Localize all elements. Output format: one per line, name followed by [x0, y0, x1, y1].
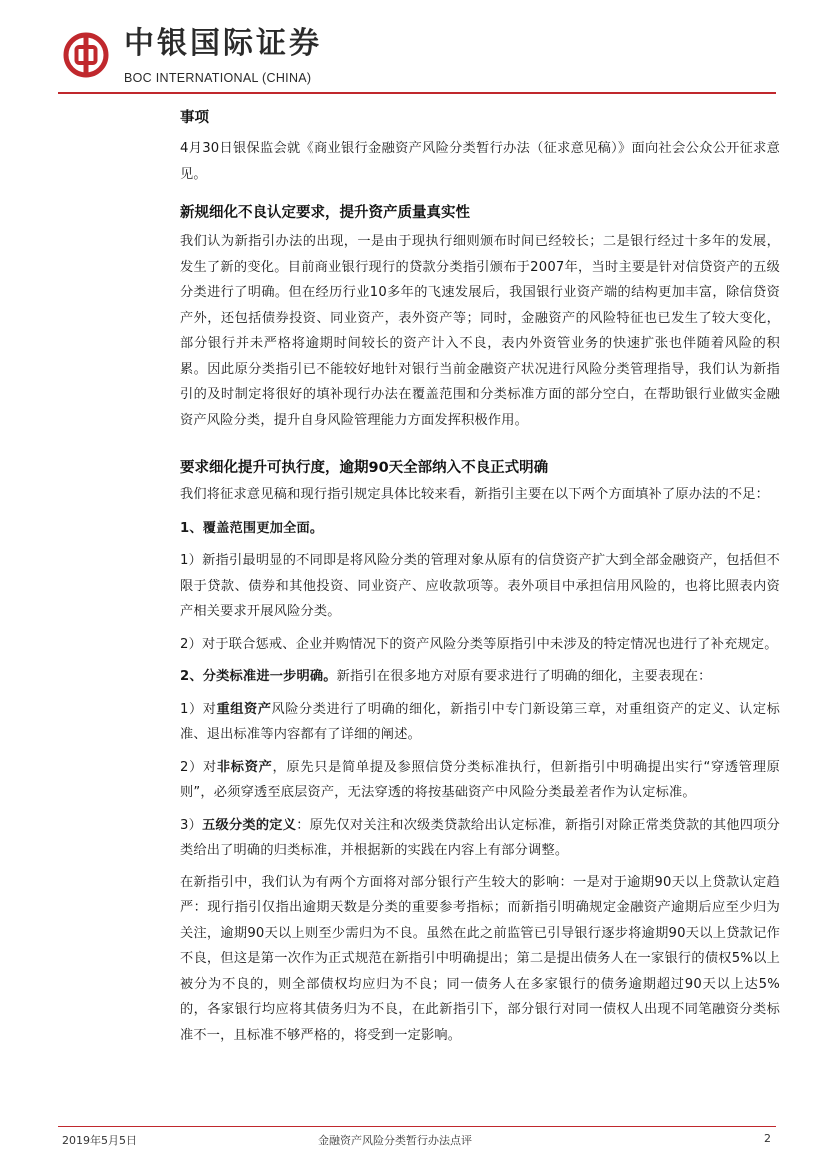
- point-keyword: 五级分类的定义: [202, 817, 297, 833]
- brand-name-cn: 中银国际证券: [124, 26, 322, 61]
- item-1-heading: 1、覆盖范围更加全面。: [180, 520, 324, 536]
- item-1-point-1: 1）新指引最明显的不同即是将风险分类的管理对象从原有的信贷资产扩大到全部金融资产，包括但不限于贷款、债券和其他投资、同业资产、应收款项等。表外项目中承担信用风险的，也将比照表内资产相关要求开展风险分类。: [180, 553, 780, 619]
- event-heading: 事项: [180, 110, 209, 126]
- page-number: 2: [764, 1132, 771, 1145]
- page-header: [0, 0, 827, 100]
- item-2-point-3: [180, 813, 780, 864]
- item-2-paragraph: [180, 664, 780, 690]
- footer-divider: [58, 1126, 776, 1127]
- event-paragraph: 4月30日银保监会就《商业银行金融资产风险分类暂行办法（征求意见稿）》面向社会公众公开征求意见。: [180, 141, 780, 182]
- point-keyword: 非标资产: [216, 759, 273, 775]
- item-2-heading: 2、分类标准进一步明确。: [180, 669, 337, 684]
- footer-date: 2019年5月5日: [62, 1134, 137, 1147]
- point-prefix: 1）对: [180, 701, 217, 717]
- point-prefix: 3）: [180, 817, 203, 833]
- item-2-text: 新指引在很多地方对原有要求进行了明确的细化，主要表现在：: [336, 669, 712, 684]
- point-text: 风险分类进行了明确的细化，新指引中专门新设第三章，对重组资产的定义、认定标准、退出标准等内容都有了详细的阐述。: [180, 701, 780, 742]
- section-1-paragraph: 我们认为新指引办法的出现，一是由于现执行细则颁布时间已经较长；二是银行经过十多年的发展，发生了新的变化。目前商业银行现行的贷款分类指引颁布于2007年，当时主要是针对信贷资产的五级分类进行了明确。但在经历行业10多年的飞速发展后，我国银行业资产端的结构更加丰富，除信贷资产外，还包括债券投资、同业资产，表外资产等；同时，金融资产的风险特征也已发生了较大变化，部分银行并未严格将逾期时间较长的资产计入不良，表内外资管业务的快速扩张也伴随着风险的积累。因此原分类指引已不能较好地针对银行当前金融资产状况进行风险分类管理指导，我们认为新指引的及时制定将很好的填补现行办法在覆盖范围和分类标准方面的部分空白，在帮助银行业做实金融资产风险分类，提升自身风险管理能力方面发挥积极作用。: [180, 234, 780, 428]
- report-body: [180, 108, 780, 1048]
- item-2-point-2: [180, 755, 780, 806]
- point-text: ：原先仅对关注和次级类贷款给出认定标准，新指引对除正常类贷款的其他四项分类给出了明确的归类标准，并根据新的实践在内容上有部分调整。: [180, 817, 780, 858]
- item-2-point-1: [180, 697, 780, 748]
- point-text: ，原先只是简单提及参照信贷分类标准执行，但新指引中明确提出实行“穿透管理原则”，必须穿透至底层资产，无法穿透的将按基础资产中风险分类最差者作为认定标准。: [180, 759, 780, 800]
- bank-of-china-logo-icon: [63, 32, 109, 78]
- section-heading-2: 要求细化提升可执行度，逾期90天全部纳入不良正式明确: [180, 460, 549, 476]
- brand-name-en: BOC INTERNATIONAL (CHINA): [124, 71, 312, 85]
- section-2-intro: 我们将征求意见稿和现行指引规定具体比较来看，新指引主要在以下两个方面填补了原办法的不足：: [180, 487, 770, 502]
- section-heading-1: 新规细化不良认定要求，提升资产质量真实性: [180, 205, 470, 221]
- point-prefix: 2）对: [180, 759, 217, 775]
- impact-paragraph: 在新指引中，我们认为有两个方面将对部分银行产生较大的影响：一是对于逾期90天以上贷款认定趋严：现行指引仅指出逾期天数是分类的重要参考指标；而新指引明确规定金融资产逾期后应至少归为关注，逾期90天以上则至少需归为不良。虽然在此之前监管已引导银行逐步将逾期90天以上贷款记作不良，但这是第一次作为正式规范在新指引中明确提出；第二是提出债务人在一家银行的债权5%以上被分为不良的，则全部债权均应归为不良；同一债务人在多家银行的债务逾期超过90天以上达5%的，各家银行均应将其债务归为不良，在此新指引下，部分银行对同一债权人出现不同笔融资分类标准不一，且标准不够严格的，将受到一定影响。: [180, 874, 780, 1043]
- footer-title: 金融资产风险分类暂行办法点评: [318, 1134, 472, 1147]
- header-divider: [58, 92, 776, 94]
- item-1-point-2: 2）对于联合惩戒、企业并购情况下的资产风险分类等原指引中未涉及的特定情况也进行了补充规定。: [180, 636, 778, 652]
- point-keyword: 重组资产: [216, 701, 272, 717]
